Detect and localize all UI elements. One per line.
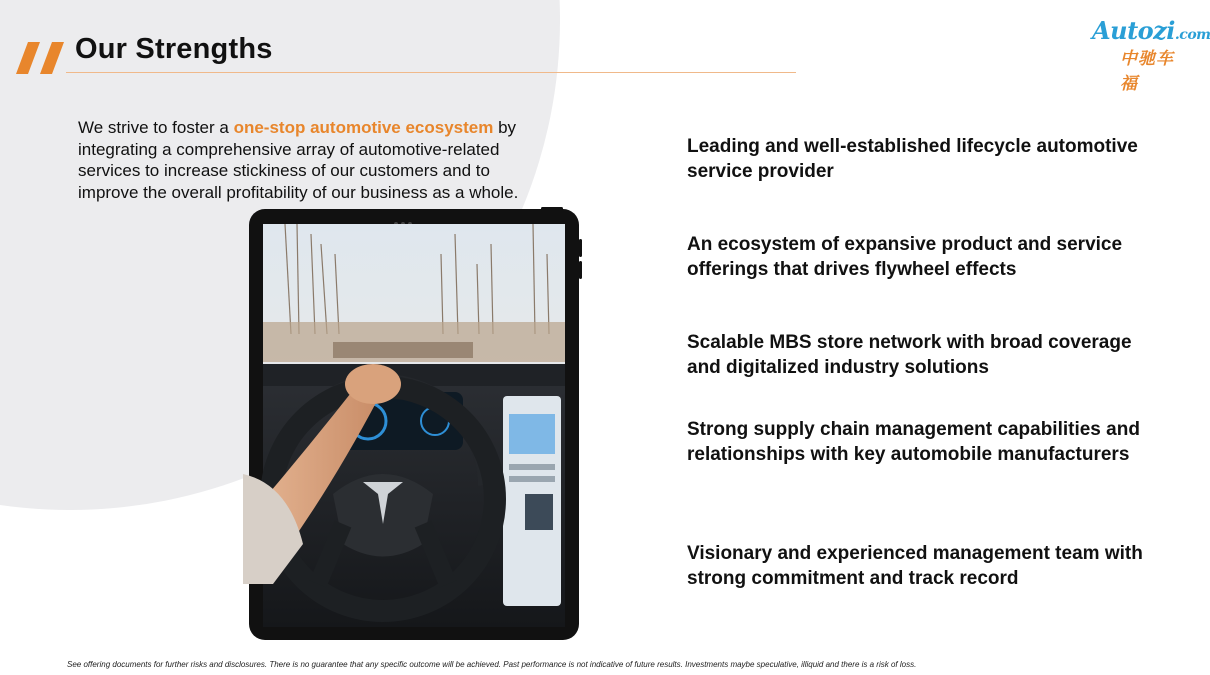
strength-item: Strong supply chain management capabilities and relationships with key automobile manufacturers	[687, 419, 1140, 465]
camera-icon	[394, 213, 434, 219]
footer-disclaimer: See offering documents for further risks and disclosures. There is no guarantee that any specific outcome will be achieved. Past performance is not indicative of future results. Investments maybe speculative, illiquid and there is a risk of loss.	[67, 660, 917, 669]
steering-wheel-photo	[263, 224, 565, 627]
strength-item: Leading and well-established lifecycle automotive service provider	[687, 136, 1138, 182]
intro-highlight: one-stop automotive ecosystem	[233, 118, 494, 137]
title-divider	[66, 72, 796, 73]
strength-item: Scalable MBS store network with broad coverage and digitalized industry solutions	[687, 332, 1132, 378]
strength-item: An ecosystem of expansive product and service offerings that drives flywheel effects	[687, 234, 1123, 280]
page-title: Our Strengths	[75, 33, 273, 65]
logo-wordmark: Autozi.com	[1092, 16, 1210, 45]
tablet-mockup	[249, 209, 579, 640]
company-logo	[1088, 10, 1210, 93]
intro-paragraph: We strive to foster a one-stop automotive ecosystem by integrating a comprehensive array of automotive-related services to increase stickiness of our customers and to improve the overall profitability of our business as a whole.	[78, 118, 519, 202]
strength-item: Visionary and experienced management team with strong commitment and track record	[687, 543, 1143, 589]
double-slash-icon	[16, 42, 70, 74]
logo-chinese-name: 中驰车福	[1120, 49, 1174, 93]
